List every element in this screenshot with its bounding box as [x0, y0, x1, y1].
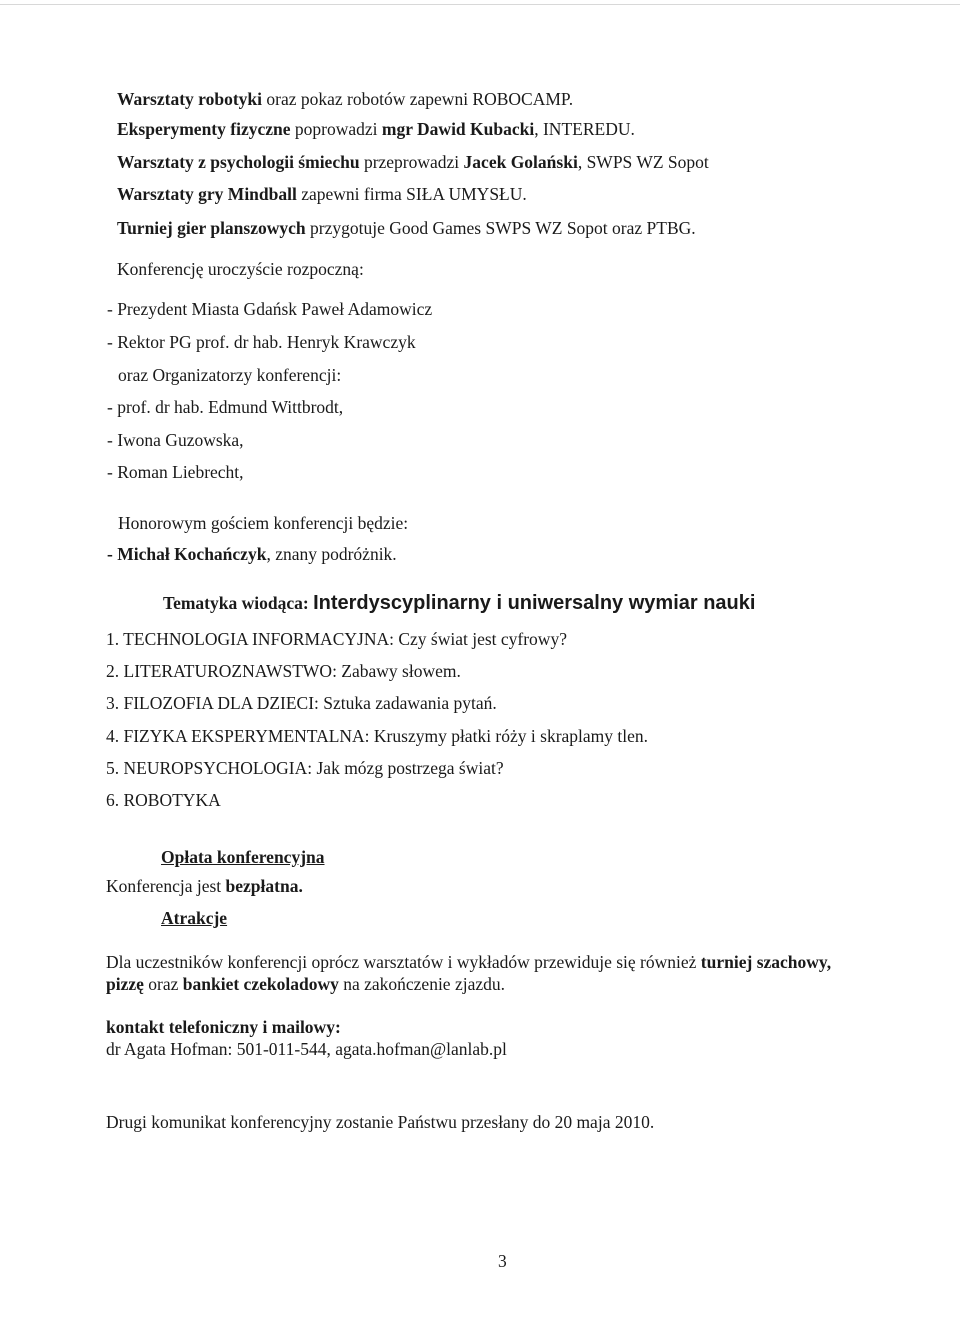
guest-desc: , znany podróżnik. — [266, 544, 397, 564]
fee-bold: bezpłatna. — [225, 876, 303, 896]
workshop-physics — [117, 118, 635, 140]
topic-1: 1. TECHNOLOGIA INFORMACYJNA: Czy świat jest cyfrowy? — [106, 629, 567, 649]
attractions-end: na zakończenie zjazdu. — [338, 974, 505, 994]
page-number: 3 — [498, 1251, 507, 1271]
second-announcement-note: Drugi komunikat konferencyjny zostanie Państwu przesłany do 20 maja 2010. — [106, 1112, 655, 1132]
guest-name: - Michał Kochańczyk — [107, 544, 267, 564]
opening-item-2: - Rektor PG prof. dr hab. Henryk Krawczyk — [107, 332, 416, 352]
fee-line — [106, 875, 303, 897]
workshop-physics-mid: poprowadzi — [290, 119, 382, 139]
organizer-2: - Iwona Guzowska, — [107, 430, 244, 450]
fee-heading: Opłata konferencyjna — [161, 847, 325, 867]
workshop-mindball — [117, 183, 527, 205]
workshop-humor-mid: przeprowadzi — [359, 152, 464, 172]
workshop-boardgames-text: przygotuje Good Games SWPS WZ Sopot oraz PTBG. — [305, 218, 696, 238]
workshop-physics-text: , INTEREDU. — [534, 119, 635, 139]
attractions-chess: turniej szachowy, — [700, 952, 832, 972]
workshop-boardgames-title: Turniej gier planszowych — [117, 218, 306, 238]
organizer-3: - Roman Liebrecht, — [107, 462, 244, 482]
guest-heading: Honorowym gościem konferencji będzie: — [118, 513, 409, 533]
fee-text: Konferencja jest — [106, 876, 226, 896]
attractions-heading: Atrakcje — [161, 908, 228, 928]
opening-item-1: - Prezydent Miasta Gdańsk Paweł Adamowicz — [107, 299, 433, 319]
opening-heading: Konferencję uroczyście rozpoczną: — [117, 259, 364, 279]
contact-heading: kontakt telefoniczny i mailowy: — [106, 1017, 341, 1037]
workshop-physics-title: Eksperymenty fizyczne — [117, 119, 291, 139]
workshop-humor-person: Jacek Golański — [463, 152, 578, 172]
attractions-pizza: pizzę — [106, 974, 144, 994]
scan-edge-line — [0, 4, 960, 5]
organizers-heading: oraz Organizatorzy konferencji: — [118, 365, 342, 385]
organizer-1: - prof. dr hab. Edmund Wittbrodt, — [107, 397, 344, 417]
workshop-boardgames — [117, 217, 696, 239]
theme-title: Interdyscyplinarny i uniwersalny wymiar nauki — [313, 592, 756, 614]
workshop-humor — [117, 151, 709, 173]
topic-5: 5. NEUROPSYCHOLOGIA: Jak mózg postrzega świat? — [106, 758, 504, 778]
workshop-humor-title: Warsztaty z psychologii śmiechu — [117, 152, 360, 172]
attractions-and: oraz — [143, 974, 183, 994]
workshop-humor-text: , SWPS WZ Sopot — [577, 152, 709, 172]
workshop-mindball-title: Warsztaty gry Mindball — [117, 184, 297, 204]
attractions-line-1 — [106, 951, 831, 973]
topic-2: 2. LITERATUROZNAWSTWO: Zabawy słowem. — [106, 661, 461, 681]
attractions-line-2 — [106, 973, 505, 995]
workshop-physics-person: mgr Dawid Kubacki — [381, 119, 535, 139]
contact-line: dr Agata Hofman: 501-011-544, agata.hofman@lanlab.pl — [106, 1039, 507, 1059]
topic-4: 4. FIZYKA EKSPERYMENTALNA: Kruszymy płatki róży i skraplamy tlen. — [106, 726, 649, 746]
workshop-robotics-title: Warsztaty robotyki — [117, 89, 263, 109]
topic-6: 6. ROBOTYKA — [106, 790, 221, 810]
workshop-robotics — [117, 88, 573, 110]
theme-label: Tematyka wiodąca: — [163, 593, 314, 613]
theme-line — [163, 592, 755, 614]
workshop-robotics-text: oraz pokaz robotów zapewni ROBOCAMP. — [262, 89, 574, 109]
attractions-banquet: bankiet czekoladowy — [182, 974, 339, 994]
attractions-text-1: Dla uczestników konferencji oprócz warsztatów i wykładów przewiduje się również — [106, 952, 701, 972]
topic-3: 3. FILOZOFIA DLA DZIECI: Sztuka zadawania pytań. — [106, 693, 497, 713]
workshop-mindball-text: zapewni firma SIŁA UMYSŁU. — [296, 184, 527, 204]
guest-line — [107, 543, 397, 565]
